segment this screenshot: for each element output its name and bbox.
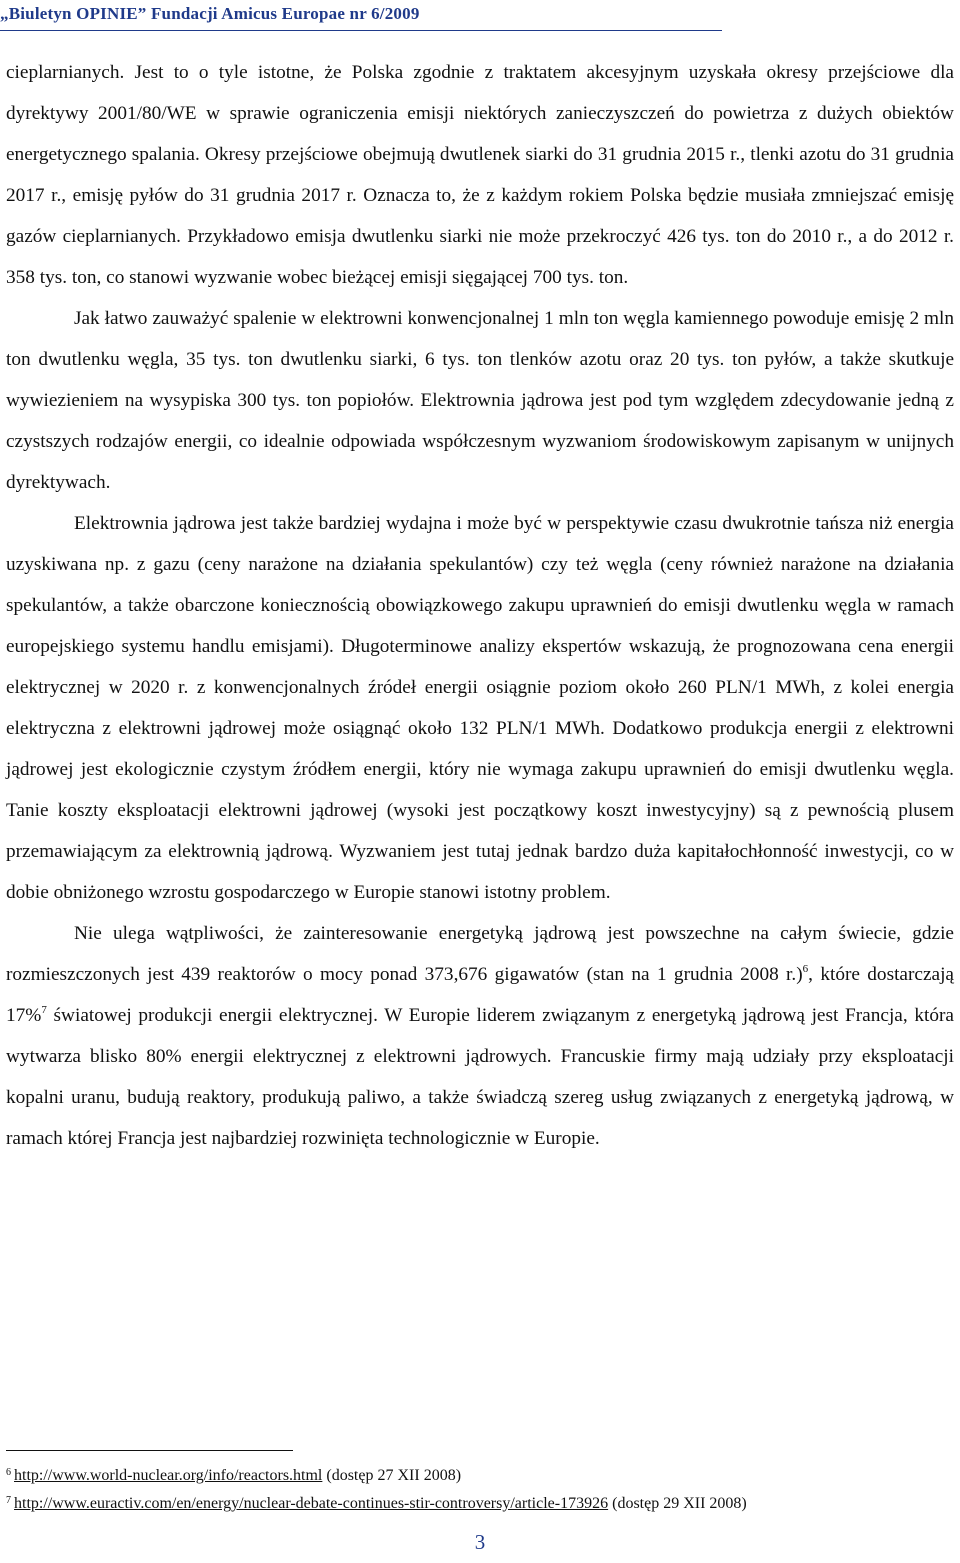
footnote-link[interactable]: http://www.world-nuclear.org/info/reactors.html	[14, 1467, 323, 1484]
header-divider	[0, 30, 722, 31]
paragraph-3: Elektrownia jądrowa jest także bardziej wydajna i może być w perspektywie czasu dwukrotnie tańsza niż energia uzyskiwana np. z gazu (ceny narażone na działania spekulantów) czy też węgla (ceny również narażone na działania spekulantów, a także obarczone koniecznością obowiązkowego zakupu uprawnień do emisji dwutlenku węgla w ramach europejskiego systemu handlu emisjami). Długoterminowe analizy ekspertów wskazują, że prognozowana cena energii elektrycznej w 2020 r. z konwencjonalnych źródeł energii osiągnie poziom około 260 PLN/1 MWh, z kolei energia elektryczna z elektrowni jądrowej może osiągnąć około 132 PLN/1 MWh. Dodatkowo produkcja energii z elektrowni jądrowej jest ekologicznie czystym źródłem energii, który nie wymaga zakupu uprawnień do emisji dwutlenku węgla. Tanie koszty eksploatacji elektrowni jądrowej (wysoki jest początkowy koszt inwestycyjny) są z pewnością plusem przemawiającym za elektrownią jądrową. Wyzwaniem jest tutaj jednak bardzo duża kapitałochłonność inwestycji, co w dobie obniżonego wzrostu gospodarczego w Europie stanowi istotny problem.	[6, 513, 954, 903]
footnote-7	[6, 1488, 954, 1516]
paragraph-1: cieplarnianych. Jest to o tyle istotne, że Polska zgodnie z traktatem akcesyjnym uzyskała okresy przejściowe dla dyrektywy 2001/80/WE w sprawie ograniczenia emisji niektórych zanieczyszczeń do powietrza z dużych obiektów energetycznego spalania. Okresy przejściowe obejmują dwutlenek siarki do 31 grudnia 2015 r., tlenki azotu do 31 grudnia 2017 r., emisję pyłów do 31 grudnia 2017 r. Oznacza to, że z każdym rokiem Polska będzie musiała zmniejszać emisję gazów cieplarnianych. Przykładowo emisja dwutlenku siarki nie może przekroczyć 426 tys. ton do 2010 r., a do 2012 r. 358 tys. ton, co stanowi wyzwanie wobec bieżącej emisji sięgającej 700 tys. ton.	[6, 62, 954, 288]
footnote-6	[6, 1460, 954, 1488]
footnote-access-date: (dostęp 29 XII 2008)	[608, 1495, 747, 1512]
paragraph-4-text-b: , które dostarczają 17%	[6, 964, 954, 1026]
footnote-access-date: (dostęp 27 XII 2008)	[322, 1467, 462, 1484]
paragraph-4-text-a: Nie ulega wątpliwości, że zainteresowanie energetyką jądrową jest powszechne na całym świecie, gdzie rozmieszczonych jest 439 reaktorów o mocy ponad 373,676 gigawatów (stan na 1 grudnia 2008 r.)	[6, 923, 954, 985]
paragraph-4	[6, 913, 954, 1159]
article-body	[6, 52, 954, 1159]
footnote-ref-7[interactable]: 7	[41, 1003, 47, 1016]
document-header-title: „Biuletyn OPINIE” Fundacji Amicus Europae nr 6/2009	[0, 4, 420, 23]
footnote-ref-6[interactable]: 6	[802, 962, 809, 975]
footnote-divider	[6, 1450, 293, 1451]
footnote-link[interactable]: http://www.euractiv.com/en/energy/nuclear-debate-continues-stir-controversy/article-173926	[14, 1495, 609, 1512]
footnote-number: 6	[6, 1467, 11, 1478]
footnotes	[6, 1460, 954, 1516]
page-number: 3	[474, 1530, 486, 1554]
footnote-number: 7	[6, 1495, 11, 1506]
paragraph-4-text-c: światowej produkcji energii elektrycznej. W Europie liderem związanym z energetyką jądrową jest Francja, która wytwarza blisko 80% energii elektrycznej z elektrowni jądrowych. Francuskie firmy mają udziały przy eksploatacji kopalni uranu, budują reaktory, produkują paliwo, a także świadczą szereg usług związanych z energetyką jądrową, w ramach której Francja jest najbardziej rozwinięta technologicznie w Europie.	[6, 1005, 954, 1149]
paragraph-2: Jak łatwo zauważyć spalenie w elektrowni konwencjonalnej 1 mln ton węgla kamiennego powoduje emisję 2 mln ton dwutlenku węgla, 35 tys. ton dwutlenku siarki, 6 tys. ton tlenków azotu oraz 20 tys. ton pyłów, a także skutkuje wywiezieniem na wysypiska 300 tys. ton popiołów. Elektrownia jądrowa jest pod tym względem zdecydowanie jedną z czystszych rodzajów energii, co idealnie odpowiada współczesnym wyzwaniom środowiskowym zapisanym w unijnych dyrektywach.	[6, 308, 954, 493]
